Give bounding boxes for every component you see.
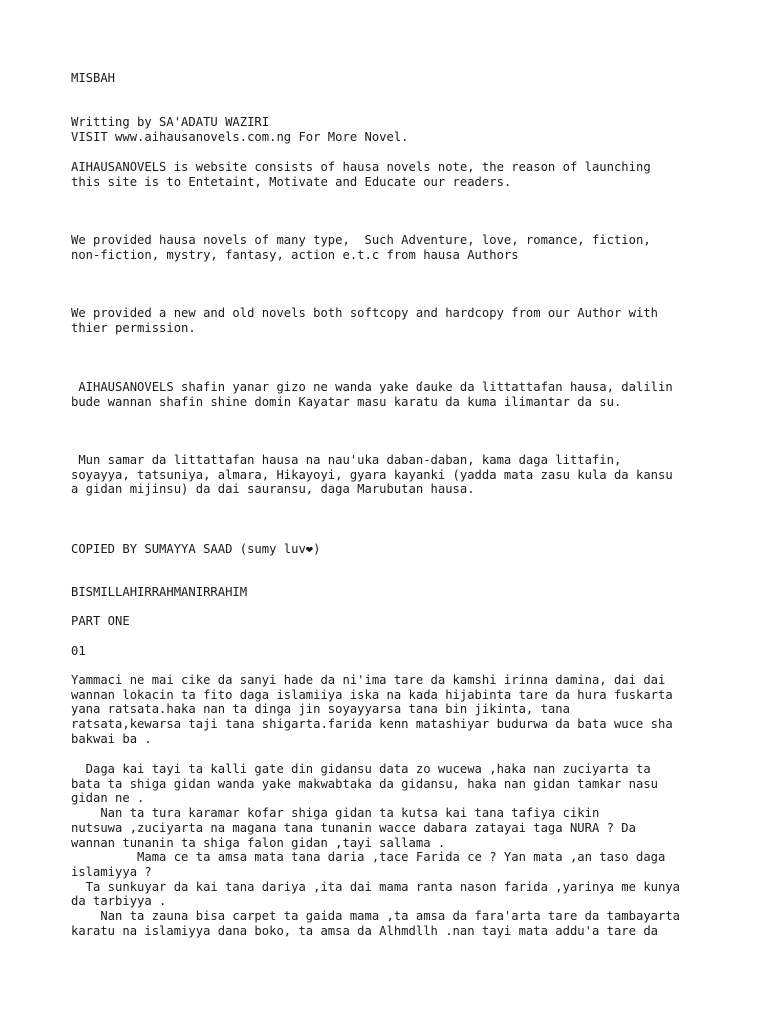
copies-paragraph: We provided a new and old novels both softcopy and hardcopy from our Author with thier permission.: [71, 306, 658, 335]
novel-types-paragraph: We provided hausa novels of many type, Such Adventure, love, romance, fiction, non-fiction, mystry, fantasy, action e.t.c from hausa Authors: [71, 233, 651, 262]
chapter-number: 01: [71, 644, 86, 658]
bismillah-heading: BISMILLAHIRRAHMANIRRAHIM: [71, 585, 248, 599]
author-line: Writting by SA'ADATU WAZIRI: [71, 115, 270, 129]
about-paragraph: AIHAUSANOVELS is website consists of hausa novels note, the reason of launching this site is to Entetaint, Motivate and Educate our readers.: [71, 160, 651, 189]
document-title: MISBAH: [71, 71, 116, 85]
story-paragraph-2: Daga kai tayi ta kalli gate din gidansu data zo wucewa ,haka nan zuciyarta ta bata ta shiga gidan wanda yake makwabtaka da gidansu, haka nan gidan tamkar nasu gidan ne . Nan ta tura karamar kofar shiga gidan ta kutsa kai tana tafiya cikin nutsuwa ,zuciyarta na magana tana tunanin wacce dabara zatayai taga NURA ? Da wannan tunanin ta shiga falon gidan ,tayi sallama . Mama ce ta amsa mata tana daria ,tace Farida ce ? Yan mata ,an taso daga islamiyya ? Ta sunkuyar da kai tana dariya ,ita dai mama ranta nason farida ,yarinya me kunya da tarbiyya . Nan ta zauna bisa carpet ta gaida mama ,ta amsa da fara'arta tare da tambayarta karatu na islamiyya dana boko, ta amsa da Alhmdllh .nan tayi mata addu'a tare da: [71, 762, 681, 938]
visit-line: VISIT www.aihausanovels.com.ng For More Novel.: [71, 130, 409, 144]
hausa-types-paragraph: Mun samar da littattafan hausa na nau'uka daban-daban, kama daga littafin, soyayya, tatsuniya, almara, Hikayoyi, gyara kayanki (yadda mata zasu kula da kansu a gidan mijinsu) da dai sauransu, daga Marubutan hausa.: [71, 453, 673, 497]
copied-by-line: COPIED BY SUMAYYA SAAD (sumy luv❤): [71, 542, 321, 556]
story-paragraph-1: Yammaci ne mai cike da sanyi hade da ni'ima tare da kamshi irinna damina, dai dai wannan lokacin ta fito daga islamiiya iska na kada hijabinta tare da hura fuskarta yana ratsata.haka nan ta dinga jin soyayyarsa tana bin jikinta, tana ratsata,kewarsa taji tana shigarta.farida kenn matashiyar budurwa da bata wuce sha bakwai ba .: [71, 673, 673, 746]
hausa-intro-paragraph: AIHAUSANOVELS shafin yanar gizo ne wanda yake ɗauke da littattafan hausa, dalilin bude wannan shafin shine domin Kayatar masu karatu da kuma ilimantar da su.: [71, 380, 673, 409]
part-heading: PART ONE: [71, 614, 130, 628]
